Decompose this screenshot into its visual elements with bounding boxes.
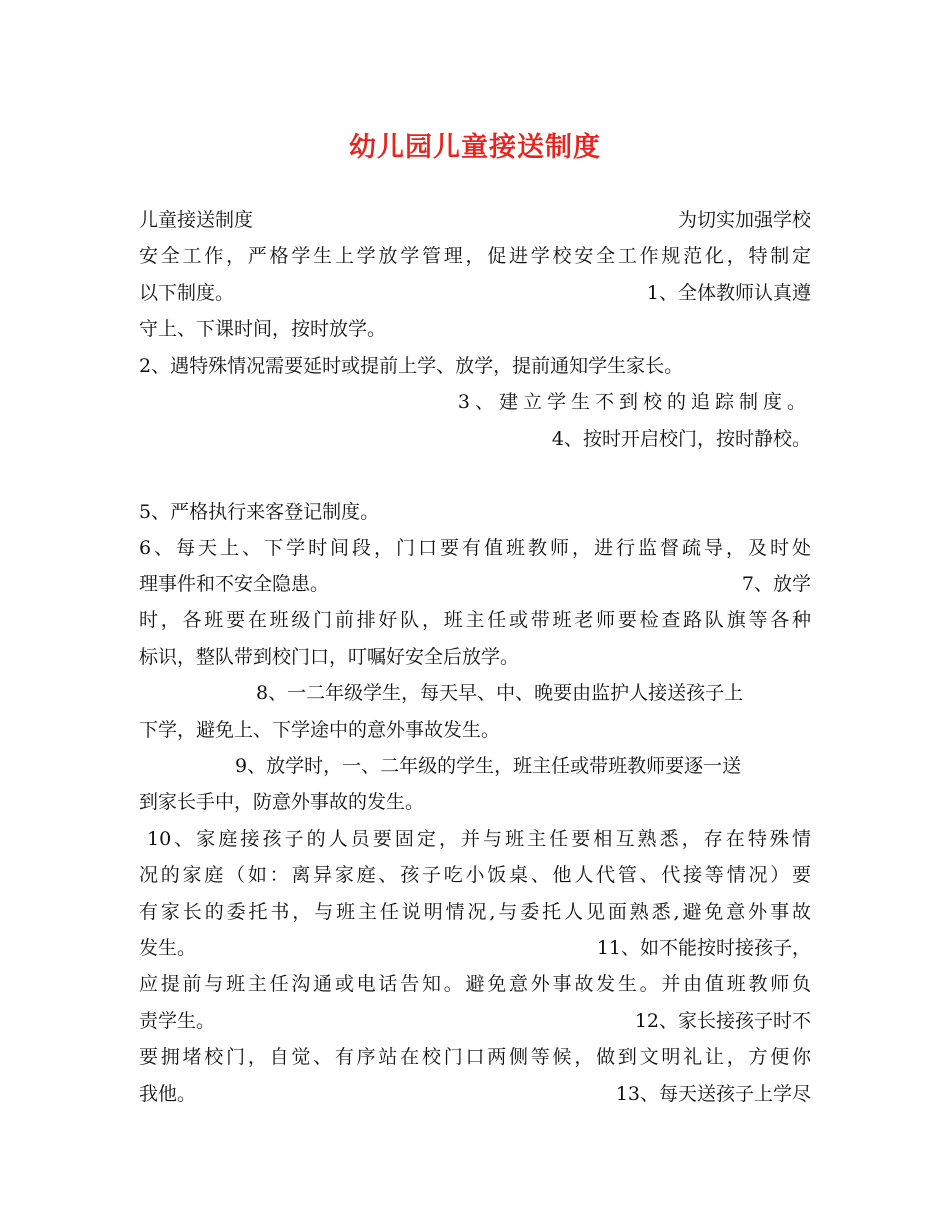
text-line-4: 守上、下课时间，按时放学。 [139, 318, 387, 340]
line-10-right: 7、放学 [741, 573, 811, 595]
text-line-9: 6、每天上、下学时间段，门口要有值班教师，进行监督疏导，及时处 [139, 537, 811, 559]
text-line-18: 况的家庭（如：离异家庭、孩子吃小饭桌、他人代管、代接等情况）要 [139, 864, 811, 886]
text-line-21: 应提前与班主任沟通或电话告知。避免意外事故发生。并由值班教师负 [139, 973, 811, 995]
line-1-right: 为切实加强学校 [677, 209, 811, 231]
text-line-3 [139, 275, 811, 311]
text-line-5: 2、遇特殊情况需要延时或提前上学、放学，提前通知学生家长。 [139, 355, 684, 377]
line-3-left: 以下制度。 [139, 282, 235, 304]
line-3-right: 1、全体教师认真遵 [646, 282, 811, 304]
text-line-16: 到家长手中，防意外事故的发生。 [139, 791, 425, 813]
document-title: 幼儿园儿童接送制度 [349, 132, 601, 163]
text-line-12: 标识，整队带到校门口，叮嘱好安全后放学。 [139, 646, 520, 668]
text-line-1 [139, 202, 811, 238]
line-24-right: 13、每天送孩子上学尽 [615, 1083, 811, 1105]
text-line-19: 有家长的委托书，与班主任说明情况,与委托人见面熟悉,避免意外事故 [139, 901, 811, 923]
text-line-20 [139, 930, 811, 966]
line-22-right: 12、家长接孩子时不 [634, 1010, 811, 1032]
line-24-left: 我他。 [139, 1083, 197, 1105]
text-line-17: 10、家庭接孩子的人员要固定，并与班主任要相互熟悉，存在特殊情 [147, 828, 811, 850]
text-line-6: 3、建立学生不到校的追踪制度。 [457, 391, 811, 413]
line-20-right: 11、如不能按时接孩子， [596, 937, 811, 959]
line-1-left: 儿童接送制度 [139, 209, 254, 231]
line-22-left: 责学生。 [139, 1010, 216, 1032]
text-line-7: 4、按时开启校门，按时静校。 [551, 428, 811, 450]
text-line-23: 要拥堵校门，自觉、有序站在校门口两侧等候，做到文明礼让，方便你 [139, 1046, 811, 1068]
text-line-10 [139, 566, 811, 602]
line-10-left: 理事件和不安全隐患。 [139, 573, 330, 595]
text-line-8: 5、严格执行来客登记制度。 [139, 501, 380, 523]
text-line-22 [139, 1003, 811, 1039]
text-line-24 [139, 1076, 811, 1112]
text-line-13: 8、一二年级学生，每天早、中、晚要由监护人接送孩子上 [256, 682, 744, 704]
text-line-14: 下学，避免上、下学途中的意外事故发生。 [139, 719, 501, 741]
text-line-2: 安全工作，严格学生上学放学管理，促进学校安全工作规范化，特制定 [139, 245, 811, 267]
text-line-15: 9、放学时，一、二年级的学生，班主任或带班教师要逐一送 [235, 755, 742, 777]
line-20-left: 发生。 [139, 937, 197, 959]
text-line-11: 时，各班要在班级门前排好队，班主任或带班老师要检查路队旗等各种 [139, 609, 811, 631]
